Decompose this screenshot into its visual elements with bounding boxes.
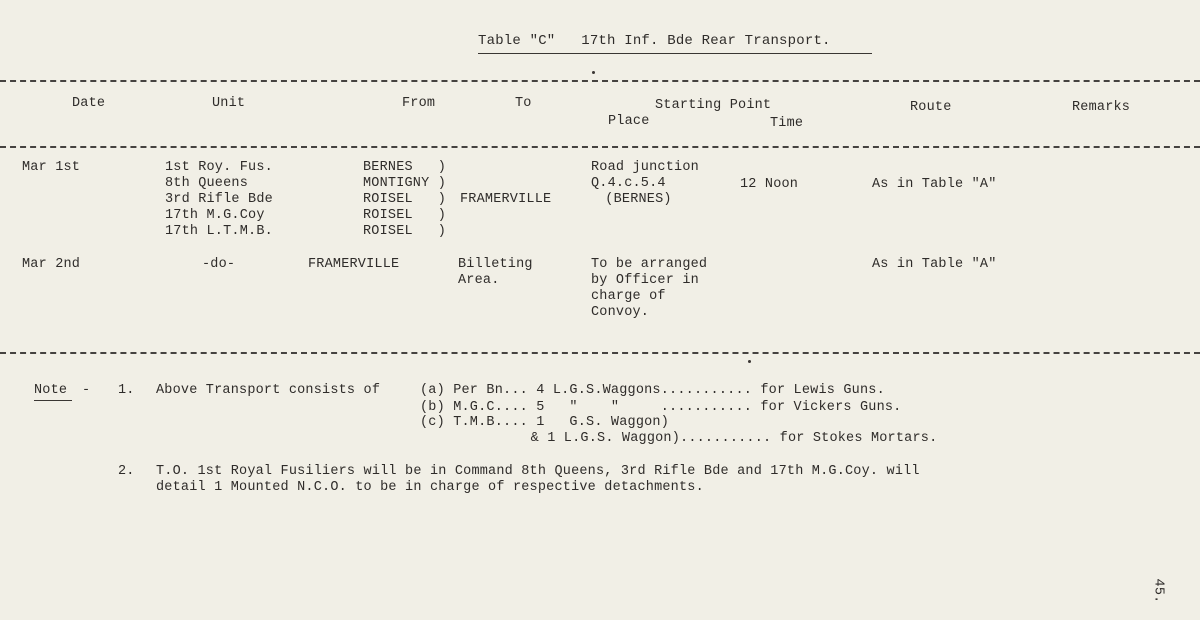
bottom-rule <box>0 352 1200 354</box>
note-label: Note <box>34 383 68 398</box>
row2-place: To be arranged <box>591 257 708 272</box>
note-1-item: & 1 L.G.S. Waggon)........... for Stokes Mortars. <box>514 431 938 446</box>
title-underline <box>478 53 872 54</box>
row1-unit: 17th L.T.M.B. <box>165 224 273 239</box>
header-place: Place <box>608 114 650 129</box>
row1-unit: 1st Roy. Fus. <box>165 160 273 175</box>
note-2-number: 2. <box>118 464 135 479</box>
header-time: Time <box>770 116 804 131</box>
stray-mark <box>748 360 751 363</box>
note-1-number: 1. <box>118 383 135 398</box>
page-number: 45. <box>1150 578 1166 604</box>
row1-unit: 8th Queens <box>165 176 249 191</box>
row1-from: MONTIGNY ) <box>363 176 447 191</box>
row1-unit: 17th M.G.Coy <box>165 208 265 223</box>
row2-date: Mar 2nd <box>22 257 81 272</box>
row2-from: FRAMERVILLE <box>308 257 400 272</box>
row1-route: As in Table "A" <box>872 177 997 192</box>
note-2-text: T.O. 1st Royal Fusiliers will be in Command 8th Queens, 3rd Rifle Bde and 17th M.G.Coy. will <box>156 464 920 479</box>
header-remarks: Remarks <box>1072 100 1131 115</box>
row2-place: Convoy. <box>591 305 650 320</box>
row2-place: charge of <box>591 289 666 304</box>
header-unit: Unit <box>212 96 246 111</box>
row1-place: Road junction <box>591 160 699 175</box>
row1-from: BERNES ) <box>363 160 447 175</box>
page-title: Table "C" 17th Inf. Bde Rear Transport. <box>478 33 831 49</box>
row2-unit: -do- <box>202 257 236 272</box>
note-2-text: detail 1 Mounted N.C.O. to be in charge of respective detachments. <box>156 480 704 495</box>
row2-place: by Officer in <box>591 273 699 288</box>
header-from: From <box>402 96 436 111</box>
row2-to: Area. <box>458 273 500 288</box>
row1-place: (BERNES) <box>597 192 672 207</box>
header-rule <box>0 146 1200 148</box>
header-route: Route <box>910 100 952 115</box>
top-rule <box>0 80 1200 82</box>
note-dash: - <box>82 383 91 398</box>
note-1-item: (c) T.M.B.... 1 G.S. Waggon) <box>420 415 670 430</box>
header-to: To <box>515 96 532 111</box>
row1-from: ROISEL ) <box>363 192 447 207</box>
header-date: Date <box>72 96 106 111</box>
header-starting-point: Starting Point <box>655 98 772 113</box>
row1-from: ROISEL ) <box>363 208 447 223</box>
row1-time: 12 Noon <box>740 177 799 192</box>
note-1-item: (a) Per Bn... 4 L.G.S.Waggons........... for Lewis Guns. <box>420 383 885 398</box>
note-1-item: (b) M.G.C.... 5 " " ........... for Vickers Guns. <box>420 400 902 415</box>
stray-mark <box>592 71 595 74</box>
row2-route: As in Table "A" <box>872 257 997 272</box>
row2-to: Billeting <box>458 257 533 272</box>
row1-from: ROISEL ) <box>363 224 447 239</box>
note-1-text: Above Transport consists of <box>156 383 381 398</box>
row1-date: Mar 1st <box>22 160 81 175</box>
row1-unit: 3rd Rifle Bde <box>165 192 273 207</box>
row1-to: FRAMERVILLE <box>460 192 552 207</box>
note-underline <box>34 400 72 401</box>
row1-place: Q.4.c.5.4 <box>591 176 666 191</box>
